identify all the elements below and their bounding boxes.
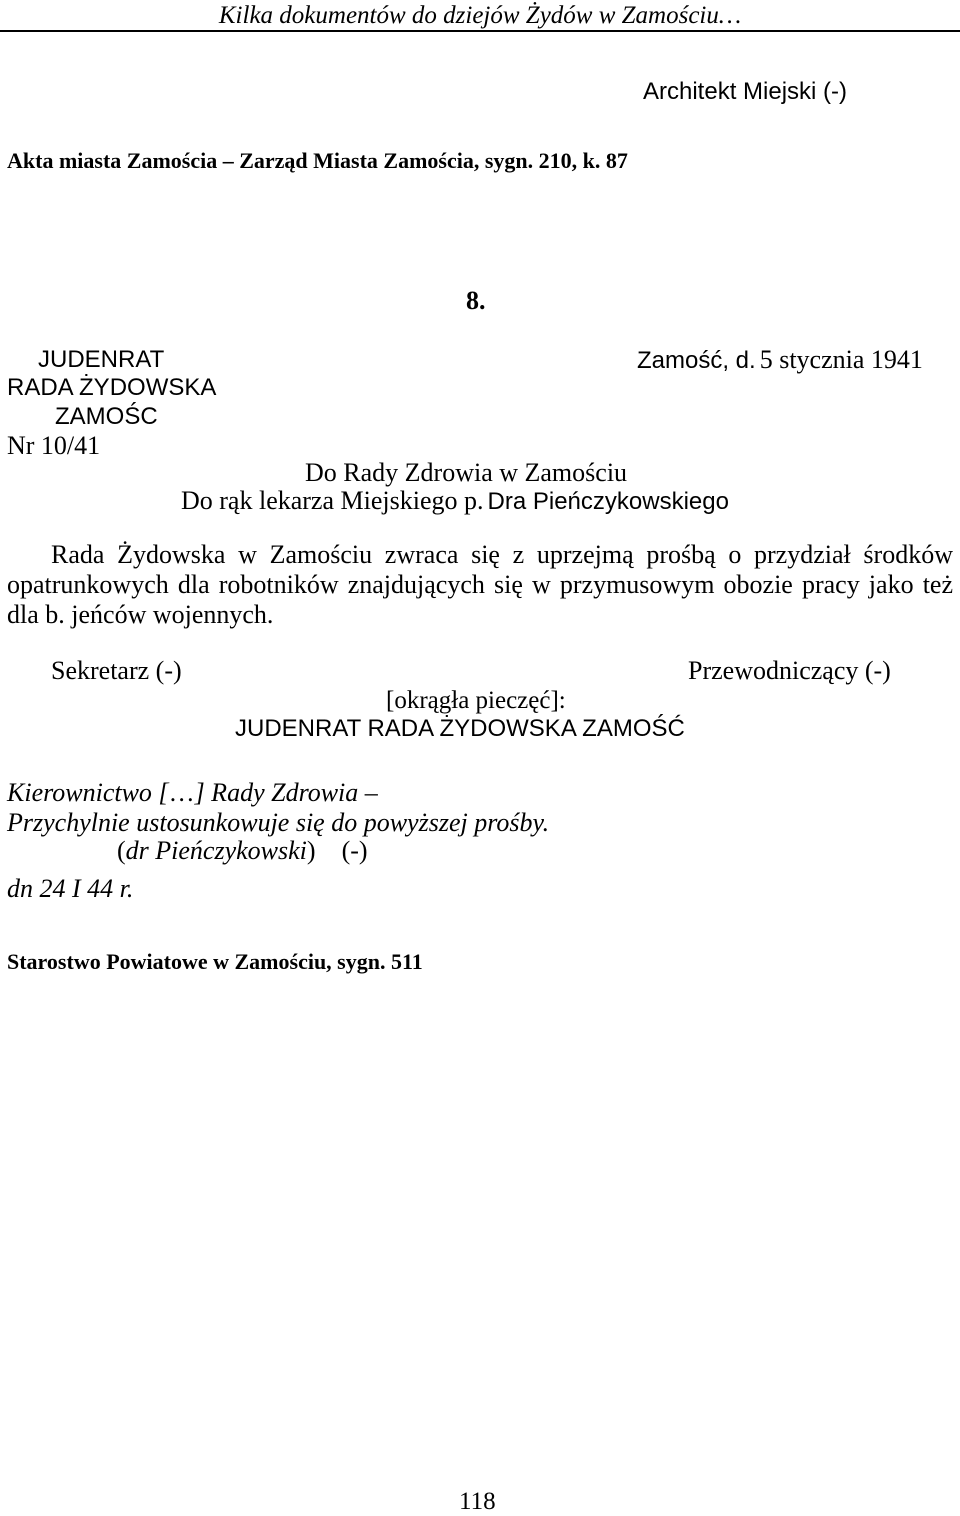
addressee-line-1: Do Rady Zdrowia w Zamościu (305, 458, 628, 487)
annotation-signer: dr Pieńczykowski (125, 836, 307, 865)
stamp-label: [okrągła pieczęć]: (386, 687, 566, 714)
prev-doc-source: Akta miasta Zamościa – Zarząd Miasta Zamościa, sygn. 210, k. 87 (7, 148, 628, 173)
addressee-line-2 (181, 486, 729, 516)
annotation-line-2: Przychylnie ustosunkowuje się do powyższej prośby. (7, 808, 550, 837)
addressee-line-2-serif: Do rąk lekarza Miejskiego p. (181, 486, 484, 515)
running-header: Kilka dokumentów do dziejów Żydów w Zamościu… (218, 2, 742, 29)
reference-number: Nr 10/41 (7, 431, 101, 460)
annotation-line-3-close: ) (-) (306, 836, 368, 865)
annotation-ellipsis: … (168, 778, 195, 807)
document-number: 8. (466, 286, 486, 315)
annotation-line-1 (7, 778, 378, 808)
letterhead-line-2: RADA ŻYDOWSKA (7, 374, 217, 401)
annotation-line-1-a: Kierownictwo [ (7, 778, 169, 807)
letterhead-line-1: JUDENRAT (38, 346, 165, 373)
body-paragraph (7, 540, 953, 630)
letterhead-line-3: ZAMOŚC (55, 403, 158, 430)
document-source: Starostwo Powiatowe w Zamościu, sygn. 511 (7, 949, 423, 974)
date: 5 stycznia 1941 (759, 345, 923, 374)
annotation-line-1-c: ] Rady Zdrowia – (194, 778, 378, 807)
annotation-line-3 (117, 836, 368, 866)
secretary-signature: Sekretarz (-) (51, 656, 182, 685)
body-text: Rada Żydowska w Zamościu zwraca się z uprzejmą prośbą o przydział środków opatrunkowych dla robotników znajdujących się w przymusowym obozie pracy jako też dla b. jeńców wojennych. (7, 540, 953, 629)
prev-doc-signature: Architekt Miejski (-) (643, 78, 848, 105)
chairman-signature: Przewodniczący (-) (688, 656, 891, 685)
addressee-line-2-sans: Dra Pieńczykowskiego (487, 488, 729, 515)
page-number: 118 (459, 1488, 496, 1515)
place-date (637, 345, 923, 375)
header-rule (0, 30, 960, 32)
place: Zamość, d. (637, 347, 756, 374)
annotation-date: dn 24 I 44 r. (7, 874, 134, 903)
stamp-text: JUDENRAT RADA ŻYDOWSKA ZAMOŚĆ (235, 715, 685, 742)
annotation-line-3-open: ( (117, 836, 126, 865)
